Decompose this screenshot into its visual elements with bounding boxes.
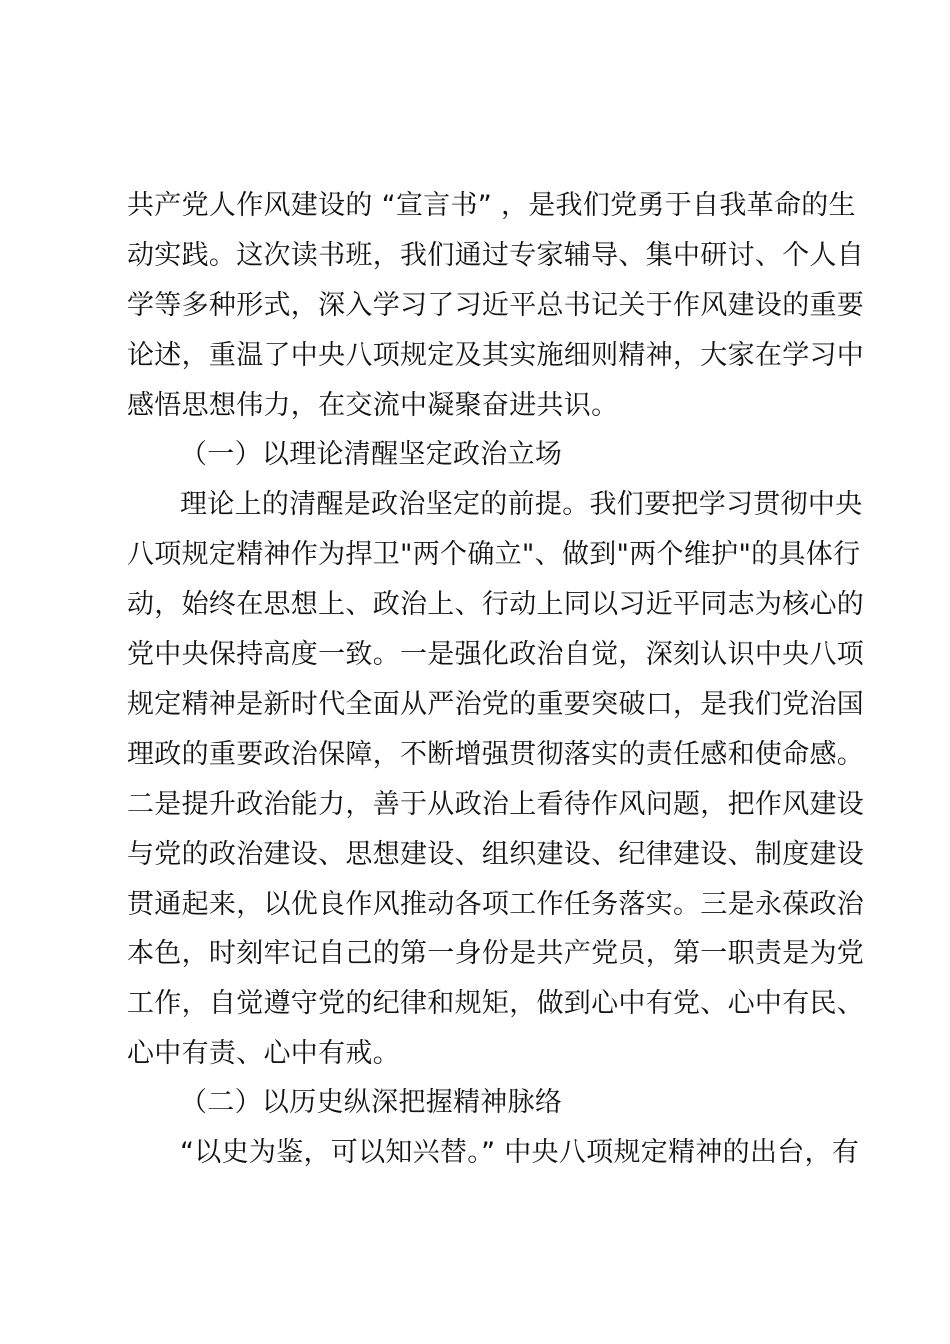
text-line: 理论上的清醒是政治坚定的前提。我们要把学习贯彻中央 [180,489,863,520]
text-line: 八项规定精神作为捍卫"两个确立"、做到"两个维护"的具体行 [127,539,861,570]
text-line: 本色，时刻牢记自己的第一身份是共产党员，第一职责是为党 [127,938,865,969]
text-line: 心中有责、心中有戒。 [127,1038,400,1069]
text-line: 二是提升政治能力，善于从政治上看待作风问题，把作风建设 [127,789,865,820]
text-line: 党中央保持高度一致。一是强化政治自觉，深刻认识中央八项 [127,639,865,670]
text-line: 与党的政治建设、思想建设、组织建设、纪律建设、制度建设 [127,839,865,870]
text-line: 规定精神是新时代全面从严治党的重要突破口，是我们党治国 [127,689,865,720]
text-line: 工作，自觉遵守党的纪律和规矩，做到心中有党、心中有民、 [127,988,865,1019]
text-line: 贯通起来，以优良作风推动各项工作任务落实。三是永葆政治 [127,889,865,920]
text-line: 论述，重温了中央八项规定及其实施细则精神，大家在学习中 [127,340,865,371]
text-line: 动实践。这次读书班，我们通过专家辅导、集中研讨、个人自 [127,240,865,271]
text-line: 动，始终在思想上、政治上、行动上同以习近平同志为核心的 [127,589,865,620]
section-heading: （二）以历史纵深把握精神脉络 [180,1087,563,1118]
text-line: 感悟思想伟力，在交流中凝聚奋进共识。 [127,390,619,421]
section-heading: （一）以理论清醒坚定政治立场 [180,439,563,470]
text-line: “以史为鉴，可以知兴替。” 中央八项规定精神的出台，有 [180,1137,860,1168]
text-line: 学等多种形式，深入学习了习近平总书记关于作风建设的重要 [127,290,865,321]
text-line: 理政的重要政治保障，不断增强贯彻落实的责任感和使命感。 [127,739,865,770]
text-line: 共产党人作风建设的 “宣言书” ，是我们党勇于自我革命的生 [127,190,856,221]
